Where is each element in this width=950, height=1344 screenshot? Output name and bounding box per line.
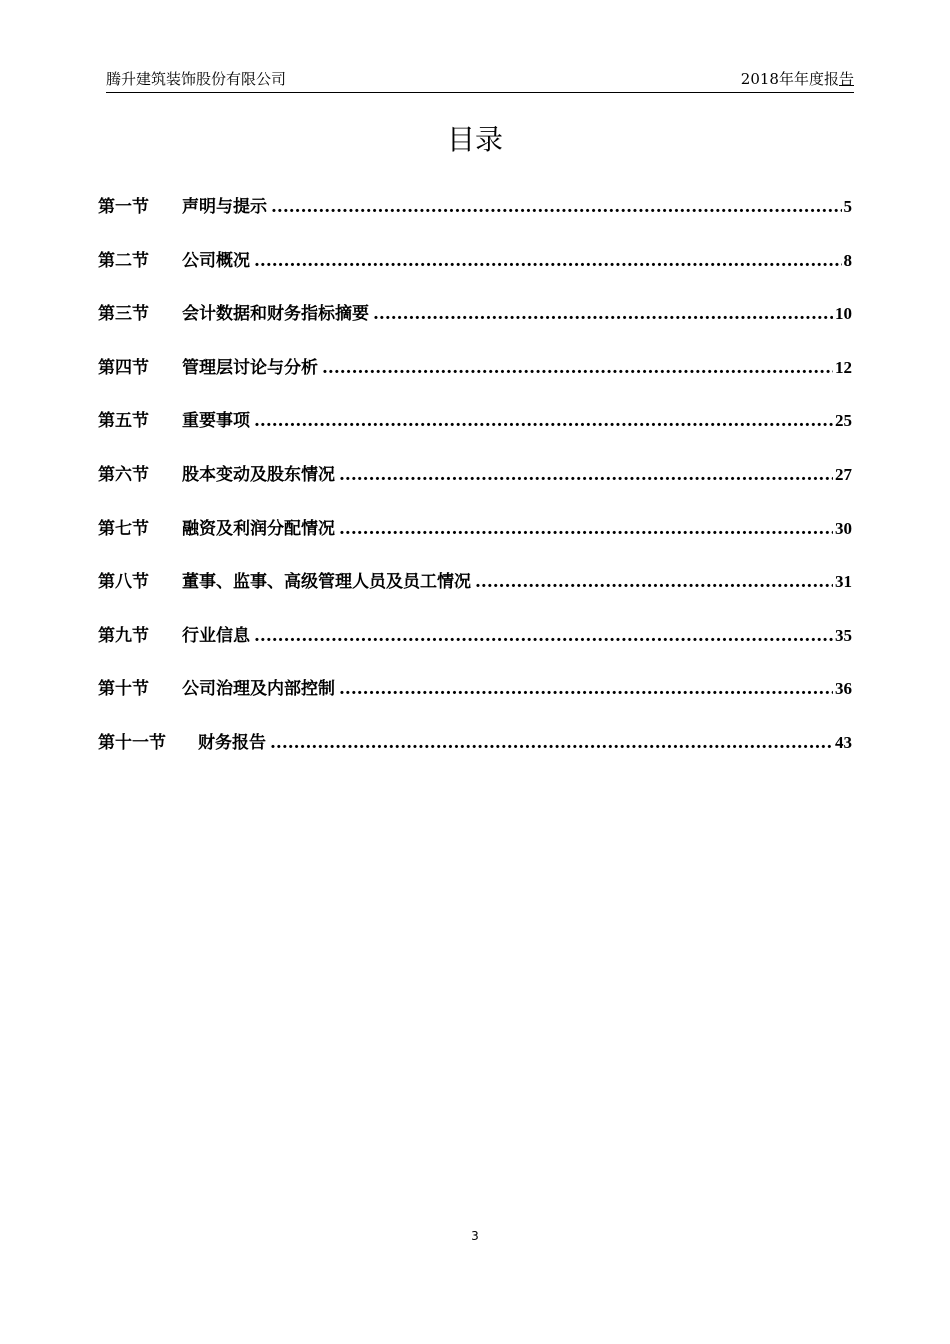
toc-leader-dots — [271, 192, 842, 222]
toc-page-number: 27 — [835, 464, 852, 484]
page-header — [106, 66, 854, 93]
toc-page-number: 36 — [835, 679, 852, 699]
toc-entry-9[interactable] — [98, 621, 852, 675]
toc-leader-dots — [339, 460, 833, 490]
toc-entry-name: 公司治理及内部控制 — [182, 679, 335, 700]
header-company-name: 腾升建筑装饰股份有限公司 — [106, 70, 287, 88]
toc-page-number: 30 — [835, 518, 852, 538]
toc-page-number: 8 — [843, 250, 852, 270]
toc-section-label: 第五节 — [98, 411, 149, 432]
toc-leader-dots — [339, 674, 833, 704]
toc-section-label: 第七节 — [98, 518, 149, 539]
toc-section-label: 第九节 — [98, 625, 149, 646]
toc-section-label: 第十节 — [98, 679, 149, 700]
toc-leader-dots — [339, 514, 833, 544]
page-number: 3 — [471, 1229, 479, 1243]
toc-page-number: 31 — [835, 572, 852, 592]
toc-entry-name: 董事、监事、高级管理人员及员工情况 — [182, 572, 471, 593]
header-report-suffix: 告 — [838, 70, 854, 88]
toc-entry-4[interactable] — [98, 353, 852, 407]
toc-entry-2[interactable] — [98, 246, 852, 300]
toc-entry-name: 重要事项 — [182, 411, 250, 432]
toc-entry-8[interactable] — [98, 567, 852, 621]
header-report-prefix: 2018年年度报 — [740, 70, 839, 88]
toc-leader-dots — [475, 567, 833, 597]
toc-entry-name: 管理层讨论与分析 — [182, 357, 318, 378]
toc-entry-name: 股本变动及股东情况 — [182, 464, 335, 485]
toc-section-label: 第八节 — [98, 572, 149, 593]
toc-entry-name: 公司概况 — [182, 250, 250, 271]
toc-entry-6[interactable] — [98, 460, 852, 514]
toc-leader-dots — [254, 246, 842, 276]
toc-page-number: 35 — [835, 625, 852, 645]
toc-entry-name: 行业信息 — [182, 625, 250, 646]
toc-page-number: 12 — [835, 357, 852, 377]
toc-page-number: 5 — [843, 197, 852, 216]
toc-title: 目录 — [446, 123, 503, 156]
toc-section-label: 第十一节 — [98, 732, 166, 753]
toc-leader-dots — [270, 728, 833, 758]
header-report-title — [741, 68, 854, 92]
toc-leader-dots — [254, 621, 833, 651]
toc-page-number: 25 — [835, 411, 852, 431]
toc-entry-11[interactable] — [98, 728, 852, 782]
toc-leader-dots — [373, 299, 833, 329]
toc-section-label: 第一节 — [98, 197, 149, 217]
toc-entry-3[interactable] — [98, 299, 852, 353]
toc-page-number: 43 — [835, 732, 852, 752]
toc-entry-7[interactable] — [98, 514, 852, 568]
toc-leader-dots — [254, 406, 833, 436]
toc-entry-name: 融资及利润分配情况 — [182, 518, 335, 539]
toc-entry-name: 会计数据和财务指标摘要 — [182, 304, 369, 325]
toc-entry-5[interactable] — [98, 406, 852, 460]
toc-entry-1[interactable] — [98, 192, 852, 246]
table-of-contents — [98, 192, 852, 782]
toc-section-label: 第二节 — [98, 250, 149, 271]
toc-entry-10[interactable] — [98, 674, 852, 728]
toc-leader-dots — [322, 353, 833, 383]
toc-section-label: 第六节 — [98, 464, 149, 485]
toc-section-label: 第四节 — [98, 357, 149, 378]
toc-section-label: 第三节 — [98, 304, 149, 325]
toc-page-number: 10 — [835, 304, 852, 324]
toc-entry-name: 声明与提示 — [182, 197, 267, 217]
toc-entry-name: 财务报告 — [198, 732, 266, 753]
